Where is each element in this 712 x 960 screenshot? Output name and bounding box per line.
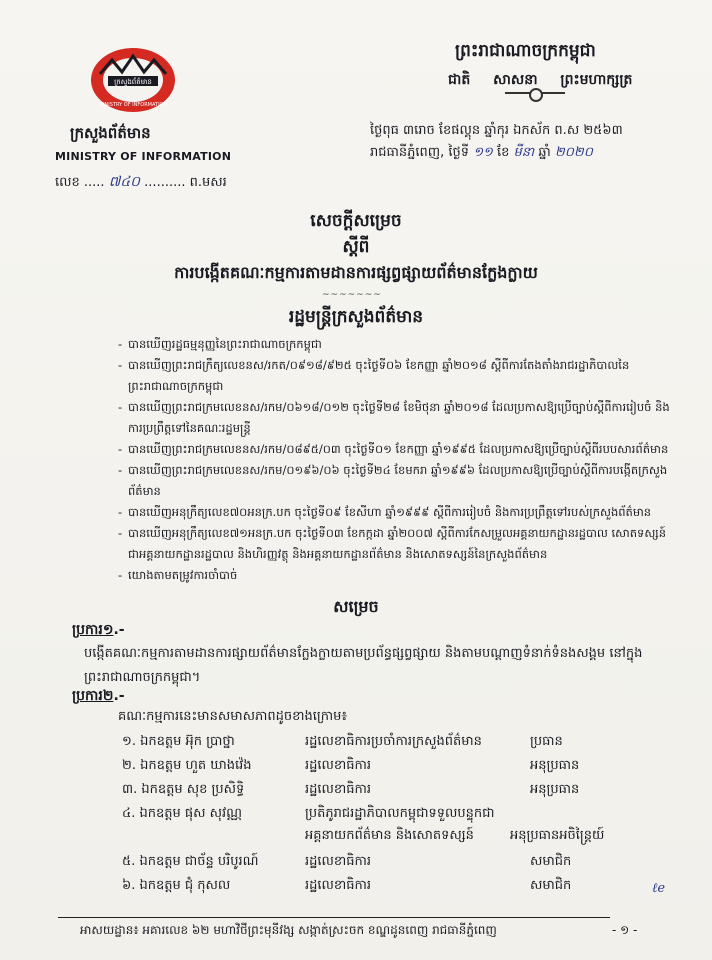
- member-role: អនុប្រធានអចិន្ត្រៃយ៍: [510, 828, 605, 843]
- member-position: រដ្ឋលេខាធិការប្រចាំការក្រសួងព័ត៌មាន: [305, 734, 482, 749]
- doc-title-line2: ស្តីពី: [342, 237, 370, 257]
- article-2-intro: គណៈកម្មការនេះមានសមាសភាពដូចខាងក្រោម៖: [118, 709, 348, 724]
- decide-heading: សម្រេច: [333, 597, 379, 616]
- ref-number-handwritten: ៧៤០: [108, 174, 141, 190]
- member-position: រដ្ឋលេខាធិការ: [305, 878, 372, 893]
- member-name: ឯកឧត្តម អ៊ុក ប្រាថ្នា: [140, 734, 235, 749]
- member-role: សមាជិក: [530, 878, 572, 893]
- title-ornament: ~~~~~~~: [322, 290, 382, 300]
- logo-ring-text: MINISTRY OF INFORMATION: [98, 102, 168, 108]
- document-page: ក្រសួងព័ត៌មាន MINISTRY OF INFORMATION ក្រសួងព័ត៌មាន MINISTRY OF INFORMATION លេខ ..... ៧៤០ .......... ព.មសរ ព្រះរាជាណាចក្រកម្ពុជា ជាតិ សាសនា ព្រះមហាក្សត្រ ថ្ងៃពុធ ៣រោច ខែផល្គុន ឆ្នាំកុរ ឯកស័ក ព.ស ២៥៦៣ រាជធានីភ្នំពេញ, ថ្ងៃទី ១១ ខែ មីនា ឆ្នាំ ២០២០ សេចក្តីសម្រេច ស្តីពី ការបង្កើតគណៈកម្មការតាមដានការផ្សព្វផ្សាយព័ត៌មានក្លែងក្លាយ ~~~~~~~ រដ្ឋមន្ត្រីក្រសួងព័ត៌មាន - បានឃើញរដ្ឋធម្មនុញ្ញនៃព្រះរាជាណាចក្រកម្ពុជា - បានឃើញព្រះរាជក្រឹត្យលេខនស/រកត/០៩១៨/៩២៥ ចុះថ្ងៃទី០៦ ខែកញ្ញា ឆ្នាំ២០១៨ ស្តីពីការតែងតាំងរាជរដ្ឋាភិបាលនៃព្រះរាជាណាចក្រកម្ពុជា - បានឃើញព្រះរាជក្រមលេខនស/រកម/០៦១៨/០១២ ចុះថ្ងៃទី២៨ ខែមិថុនា ឆ្នាំ២០១៨ ដែលប្រកាសឱ្យប្រើច្បាប់ស្តីពីការរៀបចំ និងការប្រព្រឹត្តទៅនៃគណៈរដ្ឋមន្ត្រី - បានឃើញព្រះរាជក្រមលេខនស/រកម/០៨៩៥/០៣ ចុះថ្ងៃទី០១ ខែកញ្ញា ឆ្នាំ១៩៩៥ ដែលប្រកាសឱ្យប្រើច្បាប់ស្តីពីរបបសារព័ត៌មាន - បានឃើញព្រះរាជក្រមលេខនស/រកម/០១៩៦/០៦ ចុះថ្ងៃទី២៤ ខែមករា ឆ្នាំ១៩៩៦ ដែលប្រកាសឱ្យប្រើច្បាប់ស្តីពីការបង្កើតក្រសួងព័ត៌មាន - បានឃើញអនុក្រឹត្យលេខ៧០អនក្រ.បក ចុះថ្ងៃទី០៩ ខែសីហា ឆ្នាំ១៩៩៩ ស្តីពីការរៀបចំ និងការប្រព្រឹត្តទៅរបស់ក្រសួងព័ត៌មាន - បានឃើញអនុក្រឹត្យលេខ៧១អនក្រ.បក ចុះថ្ងៃទី០៣ ខែកក្កដា ឆ្នាំ២០០៧ ស្តីពីការកែសម្រួលអគ្គនាយកដ្ឋានរដ្ឋបាល សោតទស្សន៍ ជាអគ្គនាយកដ្ឋានរដ្ឋបាល និងហិរញ្ញវត្ថុ និងអគ្គនាយកដ្ឋានព័ត៌មាន និងសោតទស្សន៍នៃក្រសួងព័ត៌មាន - យោងតាមតម្រូវការចាំបាច់ សម្រេច ប្រការ១.- បង្កើតគណៈកម្មការតាមដានការផ្សាយព័ត៌មានក្លែងក្លាយតាមប្រព័ន្ធផ្សព្វផ្សាយ និងតាមបណ្តាញទំនាក់ទំនងសង្គម នៅក្នុងព្រះរាជាណាចក្រកម្ពុជា។ ប្រការ២.- គណៈកម្មការនេះមានសមាសភាពដូចខាងក្រោម៖ ១. ឯកឧត្តម អ៊ុក ប្រាថ្នា រដ្ឋលេខាធិការប្រចាំការក្រសួងព័ត៌មាន ប្រធាន ២. ឯកឧត្តម ហួត ឃាងវ៉េង រដ្ឋលេខាធិការ អនុប្រធាន ៣. ឯកឧត្តម សុខ ប្រសិទ្ធិ រដ្ឋលេខាធិការ អនុប្រធាន ៤. ឯកឧត្តម ផុស សុវណ្ណ ប្រតិភូរាជរដ្ឋាភិបាលកម្ពុជាទទួលបន្ទុកជា អគ្គនាយកព័ត៌មាន និងសោតទស្សន៍ អនុប្រធានអចិន្ត្រៃយ៍ ៥. ឯកឧត្តម ជាច័ន្ទ បរិបូរណ៍ រដ្ឋលេខាធិការ សមាជិក ៦. ឯកឧត្តម ជុំ កុសល រដ្ឋលេខាធិការ សមាជិក ℓe អាសយដ្ឋាន៖ អគារលេខ ៦២ មហាវិថីព្រះមុនីវង្ស សង្កាត់ស្រះចក ខណ្ឌដូនពេញ រាជធានីភ្នំពេញ - ១ -: [0, 0, 712, 960]
- footer-divider: [58, 917, 610, 918]
- visa-list: [118, 334, 678, 586]
- article-1-body: បង្កើតគណៈកម្មការតាមដានការផ្សាយព័ត៌មានក្លែងក្លាយតាមប្រព័ន្ធផ្សព្វផ្សាយ និងតាមបណ្តាញទំនាក់ទំនងសង្គម នៅក្នុងព្រះរាជាណាចក្រកម្ពុជា។: [84, 646, 643, 685]
- member-position: រដ្ឋលេខាធិការ: [305, 758, 372, 773]
- reference-number: លេខ ..... ៧៤០ .......... ព.មសរ: [55, 174, 227, 190]
- member-name: ឯកឧត្តម សុខ ប្រសិទ្ធិ: [141, 782, 245, 797]
- national-motto: ជាតិ សាសនា ព្រះមហាក្សត្រ: [448, 72, 633, 88]
- page-number: - ១ -: [612, 923, 638, 937]
- visa-item: - បានឃើញព្រះរាជក្រឹត្យលេខនស/រកត/០៩១៨/៩២៥ ចុះថ្ងៃទី០៦ ខែកញ្ញា ឆ្នាំ២០១៨ ស្តីពីការតែងតាំងរាជរដ្ឋាភិបាលនៃព្រះរាជាណាចក្រកម្ពុជា: [118, 355, 678, 397]
- date-month: មីនា: [513, 145, 535, 160]
- date-day: ១១: [473, 145, 493, 160]
- visa-item: - បានឃើញរដ្ឋធម្មនុញ្ញនៃព្រះរាជាណាចក្រកម្ពុជា: [118, 334, 678, 355]
- member-position-line2: អគ្គនាយកព័ត៌មាន និងសោតទស្សន៍: [305, 828, 474, 843]
- visa-item: - បានឃើញព្រះរាជក្រមលេខនស/រកម/០៨៩៥/០៣ ចុះថ្ងៃទី០១ ខែកញ្ញា ឆ្នាំ១៩៩៥ ដែលប្រកាសឱ្យប្រើច្បាប់ស្តីពីរបបសារព័ត៌មាន: [118, 439, 678, 460]
- visa-item: - បានឃើញព្រះរាជក្រមលេខនស/រកម/០១៩៦/០៦ ចុះថ្ងៃទី២៤ ខែមករា ឆ្នាំ១៩៩៦ ដែលប្រកាសឱ្យប្រើច្បាប់ស្តីពីការបង្កើតក្រសួងព័ត៌មាន: [118, 460, 678, 502]
- member-role: អនុប្រធាន: [530, 782, 580, 797]
- visa-item: - បានឃើញអនុក្រឹត្យលេខ៧១អនក្រ.បក ចុះថ្ងៃទី០៣ ខែកក្កដា ឆ្នាំ២០០៧ ស្តីពីការកែសម្រួលអគ្គនាយកដ្ឋានរដ្ឋបាល សោតទស្សន៍ ជាអគ្គនាយកដ្ឋានរដ្ឋបាល និងហិរញ្ញវត្ថុ និងអគ្គនាយកដ្ឋានព័ត៌មាន និងសោតទស្សន៍នៃក្រសួងព័ត៌មាន: [118, 523, 678, 565]
- lunar-date: ថ្ងៃពុធ ៣រោច ខែផល្គុន ឆ្នាំកុរ ឯកស័ក ព.ស ២៥៦៣: [370, 123, 623, 138]
- member-position: រដ្ឋលេខាធិការ: [305, 782, 372, 797]
- minister-heading: រដ្ឋមន្ត្រីក្រសួងព័ត៌មាន: [288, 307, 424, 327]
- kingdom-heading: ព្រះរាជាណាចក្រកម្ពុជា: [455, 41, 596, 61]
- date-month-label: ខែ: [497, 145, 510, 160]
- ministry-name-en: MINISTRY OF INFORMATION: [55, 150, 232, 163]
- member-role: សមាជិក: [530, 854, 572, 869]
- ref-prefix: លេខ: [55, 175, 80, 190]
- visa-item: - បានឃើញអនុក្រឹត្យលេខ៧០អនក្រ.បក ចុះថ្ងៃទី០៩ ខែសីហា ឆ្នាំ១៩៩៩ ស្តីពីការរៀបចំ និងការប្រព្រឹត្តទៅរបស់ក្រសួងព័ត៌មាន: [118, 502, 678, 523]
- date-year-label: ឆ្នាំ: [538, 145, 551, 160]
- doc-title-line1: សេចក្តីសម្រេច: [310, 211, 402, 231]
- member-role: ប្រធាន: [530, 734, 563, 749]
- member-name: ឯកឧត្តម ជាច័ន្ទ បរិបូរណ៍: [139, 854, 259, 869]
- ref-suffix: ព.មសរ: [189, 175, 227, 190]
- ministry-logo: [78, 40, 188, 120]
- logo-inner-text: ក្រសួងព័ត៌មាន: [114, 78, 152, 86]
- ministry-name-kh: ក្រសួងព័ត៌មាន: [70, 124, 151, 142]
- handwritten-initial: ℓe: [652, 881, 666, 896]
- ministry-logo-icon: [78, 40, 188, 120]
- date-year: ២០២០: [554, 145, 593, 160]
- solar-date: [370, 144, 593, 163]
- footer-address: អាសយដ្ឋាន៖ អគារលេខ ៦២ មហាវិថីព្រះមុនីវង្ស សង្កាត់ស្រះចក ខណ្ឌដូនពេញ រាជធានីភ្នំពេញ: [80, 923, 497, 937]
- ornament-divider: [505, 92, 565, 94]
- member-role: អនុប្រធាន: [530, 758, 580, 773]
- member-position: ប្រតិភូរាជរដ្ឋាភិបាលកម្ពុជាទទួលបន្ទុកជា: [305, 806, 495, 821]
- member-position: រដ្ឋលេខាធិការ: [305, 854, 372, 869]
- doc-title-line3: ការបង្កើតគណៈកម្មការតាមដានការផ្សព្វផ្សាយព័ត៌មានក្លែងក្លាយ: [174, 263, 538, 282]
- visa-item: - យោងតាមតម្រូវការចាំបាច់: [118, 565, 678, 586]
- member-name: ឯកឧត្តម ជុំ កុសល: [139, 878, 231, 893]
- article-1-label: ប្រការ១.-: [72, 622, 125, 638]
- date-prefix: រាជធានីភ្នំពេញ, ថ្ងៃទី: [370, 145, 470, 160]
- article-2-label: ប្រការ២.-: [72, 688, 125, 704]
- member-name: ឯកឧត្តម ហួត ឃាងវ៉េង: [140, 758, 252, 773]
- visa-item: - បានឃើញព្រះរាជក្រមលេខនស/រកម/០៦១៨/០១២ ចុះថ្ងៃទី២៨ ខែមិថុនា ឆ្នាំ២០១៨ ដែលប្រកាសឱ្យប្រើច្បាប់ស្តីពីការរៀបចំ និងការប្រព្រឹត្តទៅនៃគណៈរដ្ឋមន្ត្រី: [118, 397, 678, 439]
- member-name: ឯកឧត្តម ផុស សុវណ្ណ: [139, 806, 243, 821]
